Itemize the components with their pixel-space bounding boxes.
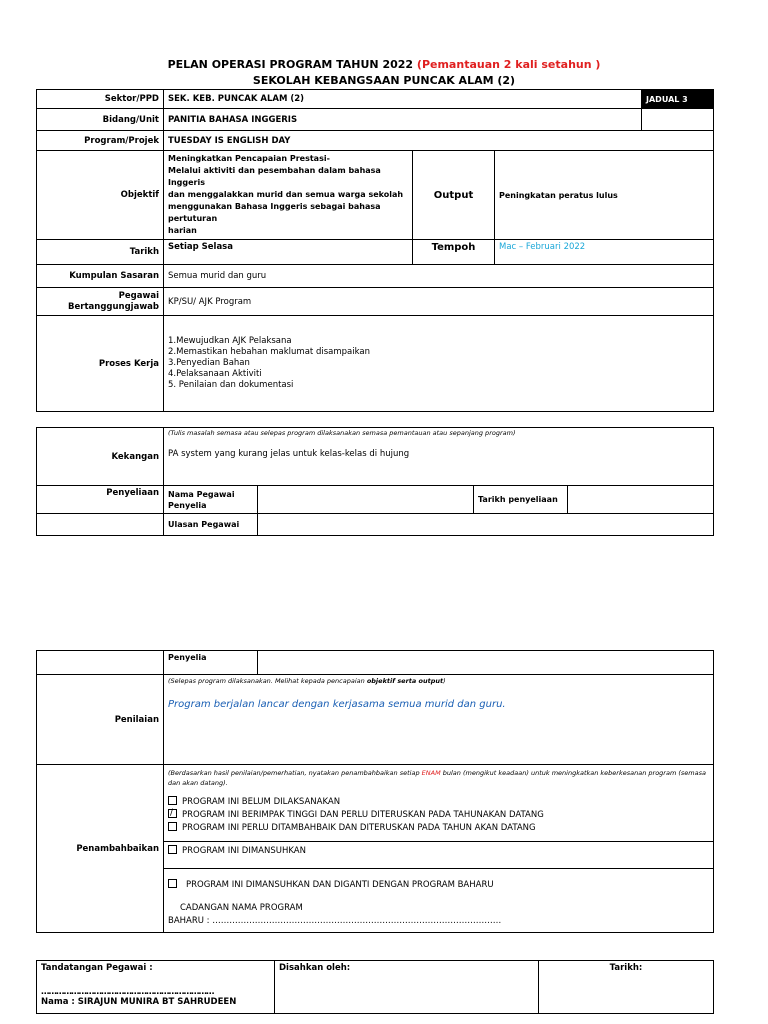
option-ditambahbaik[interactable]: PROGRAM INI PERLU DITAMBAHBAIK DAN DITERUSKAN PADA TAHUN AKAN DATANG xyxy=(168,822,709,835)
penilaian-note: (Selepas program dilaksanakan. Melihat kepada pencapaian objektif serta output) xyxy=(168,677,446,685)
jadual-badge: JADUAL 3 xyxy=(642,90,714,109)
nama-pegawai-label xyxy=(164,486,258,514)
penambahbaikan-cell xyxy=(164,765,714,933)
objektif-label: Objektif xyxy=(37,151,164,240)
objektif-line: dan menggalakkan murid dan semua warga sekolah xyxy=(168,190,404,199)
bidang-label: Bidang/Unit xyxy=(37,109,164,131)
pegawai-label-line1: Pegawai xyxy=(118,290,159,301)
kekangan-note: (Tulis masalah semasa atau selepas program dilaksanakan semasa pemantauan atau sepanjang program) xyxy=(168,429,516,437)
kekangan-cell xyxy=(164,428,714,486)
signature-table xyxy=(36,960,714,1014)
penyelia-spacer xyxy=(37,651,164,675)
ulasan-pegawai-label: Ulasan Pegawai xyxy=(164,514,258,536)
options-list xyxy=(168,796,709,835)
nama-pegawai-line1: Nama Pegawai xyxy=(168,489,235,499)
option-diganti[interactable]: PROGRAM INI DIMANSUHKAN DAN DIGANTI DENGAN PROGRAM BAHARU xyxy=(168,879,709,892)
tandatangan-label: Tandatangan Pegawai : xyxy=(41,963,153,973)
program-value: TUESDAY IS ENGLISH DAY xyxy=(164,131,714,151)
kekangan-value: PA system yang kurang jelas untuk kelas-kelas di hujung xyxy=(168,449,410,459)
proses-item: 3.Penyedian Bahan xyxy=(168,358,250,368)
kekangan-label: Kekangan xyxy=(37,428,164,486)
option-belum-dilaksanakan[interactable]: PROGRAM INI BELUM DILAKSANAKAN xyxy=(168,796,709,809)
sasaran-label: Kumpulan Sasaran xyxy=(37,265,164,288)
proses-item: 1.Mewujudkan AJK Pelaksana xyxy=(168,336,292,346)
tandatangan-cell xyxy=(37,961,275,1014)
penambahbaikan-label: Penambahbaikan xyxy=(37,765,164,933)
checkbox-icon[interactable] xyxy=(168,796,177,805)
cadangan-line1: CADANGAN NAMA PROGRAM xyxy=(180,903,303,913)
penilaian-label: Penilaian xyxy=(37,675,164,765)
tarikh-sign-label: Tarikh: xyxy=(539,961,714,1014)
penyelia-field[interactable] xyxy=(258,651,714,675)
tarikh-value: Setiap Selasa xyxy=(164,240,413,265)
signature-dots[interactable]: …………………………………………………………… xyxy=(41,987,214,997)
nama-pegawai: Nama : SIRAJUN MUNIRA BT SAHRUDEEN xyxy=(41,997,237,1007)
sasaran-value: Semua murid dan guru xyxy=(164,265,714,288)
nama-pegawai-line2: Penyelia xyxy=(168,500,207,510)
checked-checkbox-icon[interactable] xyxy=(168,809,177,818)
checkbox-icon[interactable] xyxy=(168,822,177,831)
tarikh-penyeliaan-label: Tarikh penyeliaan xyxy=(474,486,568,514)
proses-list xyxy=(164,316,714,412)
output-value: Peningkatan peratus lulus xyxy=(495,151,714,240)
pegawai-label-line2: Bertanggungjawab xyxy=(68,301,159,312)
tempoh-value: Mac – Februari 2022 xyxy=(495,240,714,265)
penyeliaan-label: Penyeliaan xyxy=(37,486,164,514)
document-title xyxy=(0,58,768,71)
nama-pegawai-field[interactable] xyxy=(258,486,474,514)
penambahbaikan-note: (Berdasarkan hasil penilaian/pemerhatian, nyatakan penambahbaikan setiap ENAM bulan (mengikut keadaan) untuk meningkatkan keberkesanan program (semasa dan akan datang). xyxy=(168,769,706,787)
objektif-value xyxy=(164,151,413,240)
proses-item: 2.Memastikan hebahan maklumat disampaikan xyxy=(168,347,370,357)
title-main: PELAN OPERASI PROGRAM TAHUN 2022 xyxy=(167,58,414,71)
objektif-line: harian xyxy=(168,226,197,235)
document-subtitle: SEKOLAH KEBANGSAAN PUNCAK ALAM (2) xyxy=(252,74,516,87)
bidang-empty-cell xyxy=(642,109,714,131)
option-berimpak-tinggi[interactable]: /PROGRAM INI BERIMPAK TINGGI DAN PERLU DITERUSKAN PADA TAHUNAKAN DATANG xyxy=(168,809,709,822)
title-red-note: (Pemantauan 2 kali setahun ) xyxy=(416,58,601,71)
sektor-value: SEK. KEB. PUNCAK ALAM (2) xyxy=(164,90,642,109)
objektif-line: Meningkatkan Pencapaian Prestasi- xyxy=(168,154,330,163)
pegawai-value: KP/SU/ AJK Program xyxy=(164,288,714,316)
objektif-line: menggunakan Bahasa Inggeris sebagai bahasa pertuturan xyxy=(168,202,381,223)
penyeliaan-spacer xyxy=(37,514,164,536)
checkbox-icon[interactable] xyxy=(168,879,177,888)
tempoh-label: Tempoh xyxy=(413,240,495,265)
program-label: Program/Projek xyxy=(37,131,164,151)
penyelia-label: Penyelia xyxy=(164,651,258,675)
monitoring-table xyxy=(36,427,714,536)
disahkan-label: Disahkan oleh: xyxy=(275,961,539,1014)
cadangan-line2[interactable]: BAHARU : ………………………………………………………………………………………… xyxy=(168,916,502,926)
evaluation-table xyxy=(36,650,714,933)
output-label: Output xyxy=(413,151,495,240)
objektif-line: Melalui aktiviti dan pesembahan dalam bahasa Inggeris xyxy=(168,166,381,187)
option-dimansuhkan[interactable]: PROGRAM INI DIMANSUHKAN xyxy=(164,841,713,869)
tarikh-penyeliaan-field[interactable] xyxy=(568,486,714,514)
proses-label: Proses Kerja xyxy=(37,316,164,412)
tarikh-label: Tarikh xyxy=(37,240,164,265)
ulasan-pegawai-field[interactable] xyxy=(258,514,714,536)
proses-item: 5. Penilaian dan dokumentasi xyxy=(168,380,294,390)
plan-table xyxy=(36,89,714,412)
checkbox-icon[interactable] xyxy=(168,845,177,854)
sektor-label: Sektor/PPD xyxy=(37,90,164,109)
penilaian-value: Program berjalan lancar dengan kerjasama semua murid dan guru. xyxy=(168,699,506,710)
bidang-value: PANITIA BAHASA INGGERIS xyxy=(164,109,642,131)
pegawai-label xyxy=(37,288,164,316)
penilaian-cell xyxy=(164,675,714,765)
proses-item: 4.Pelaksanaan Aktiviti xyxy=(168,369,262,379)
